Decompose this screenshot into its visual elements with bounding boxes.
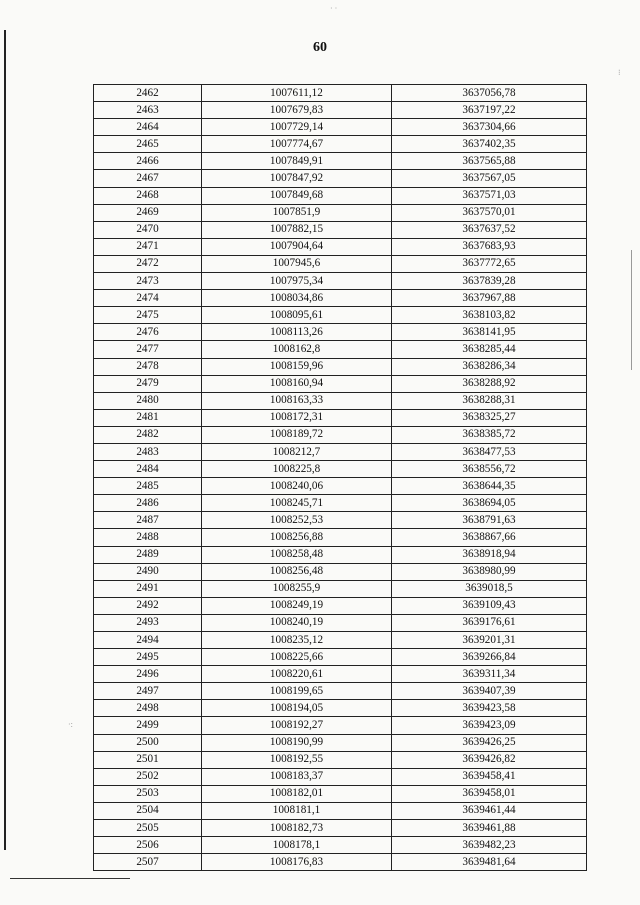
y-coordinate-cell: 3639109,43 [392,597,587,614]
x-coordinate-cell: 1008199,65 [202,683,392,700]
point-number-cell: 2505 [94,820,202,837]
x-coordinate-cell: 1008095,61 [202,307,392,324]
table-row [94,512,587,529]
y-coordinate-cell: 3638325,27 [392,409,587,426]
x-coordinate-cell: 1007882,15 [202,221,392,238]
x-coordinate-cell: 1007945,6 [202,255,392,272]
point-number-cell: 2483 [94,443,202,460]
scan-speck: ·: [68,720,73,729]
point-number-cell: 2501 [94,751,202,768]
y-coordinate-cell: 3638867,66 [392,529,587,546]
point-number-cell: 2491 [94,580,202,597]
point-number-cell: 2507 [94,854,202,871]
table-row [94,597,587,614]
x-coordinate-cell: 1008160,94 [202,375,392,392]
y-coordinate-cell: 3637772,65 [392,255,587,272]
x-coordinate-cell: 1008181,1 [202,802,392,819]
point-number-cell: 2466 [94,153,202,170]
x-coordinate-cell: 1008212,7 [202,443,392,460]
point-number-cell: 2499 [94,717,202,734]
x-coordinate-cell: 1008194,05 [202,700,392,717]
point-number-cell: 2478 [94,358,202,375]
table-row [94,614,587,631]
point-number-cell: 2464 [94,119,202,136]
table-row [94,136,587,153]
left-margin-rule [4,30,6,850]
y-coordinate-cell: 3639266,84 [392,649,587,666]
y-coordinate-cell: 3639482,23 [392,837,587,854]
table-row [94,409,587,426]
y-coordinate-cell: 3637637,52 [392,221,587,238]
y-coordinate-cell: 3637567,05 [392,170,587,187]
point-number-cell: 2490 [94,563,202,580]
table-row [94,341,587,358]
x-coordinate-cell: 1008235,12 [202,632,392,649]
x-coordinate-cell: 1008172,31 [202,409,392,426]
table-row [94,580,587,597]
table-row [94,854,587,871]
point-number-cell: 2479 [94,375,202,392]
y-coordinate-cell: 3638980,99 [392,563,587,580]
y-coordinate-cell: 3638285,44 [392,341,587,358]
point-number-cell: 2481 [94,409,202,426]
x-coordinate-cell: 1008225,8 [202,461,392,478]
y-coordinate-cell: 3639018,5 [392,580,587,597]
point-number-cell: 2498 [94,700,202,717]
scan-speck: · · [330,4,338,13]
y-coordinate-cell: 3639423,58 [392,700,587,717]
x-coordinate-cell: 1007851,9 [202,204,392,221]
y-coordinate-cell: 3637056,78 [392,85,587,102]
table-row [94,563,587,580]
x-coordinate-cell: 1008162,8 [202,341,392,358]
table-row [94,102,587,119]
y-coordinate-cell: 3637565,88 [392,153,587,170]
point-number-cell: 2463 [94,102,202,119]
point-number-cell: 2502 [94,768,202,785]
x-coordinate-cell: 1008220,61 [202,666,392,683]
point-number-cell: 2465 [94,136,202,153]
table-row [94,392,587,409]
table-row [94,683,587,700]
table-row [94,375,587,392]
table-row [94,700,587,717]
y-coordinate-cell: 3637571,03 [392,187,587,204]
point-number-cell: 2476 [94,324,202,341]
table-row [94,443,587,460]
x-coordinate-cell: 1008255,9 [202,580,392,597]
point-number-cell: 2488 [94,529,202,546]
x-coordinate-cell: 1008192,55 [202,751,392,768]
x-coordinate-cell: 1007774,67 [202,136,392,153]
y-coordinate-cell: 3639311,34 [392,666,587,683]
y-coordinate-cell: 3639461,88 [392,820,587,837]
x-coordinate-cell: 1008256,88 [202,529,392,546]
table-row [94,837,587,854]
point-number-cell: 2500 [94,734,202,751]
point-number-cell: 2493 [94,614,202,631]
x-coordinate-cell: 1007849,68 [202,187,392,204]
point-number-cell: 2492 [94,597,202,614]
x-coordinate-cell: 1008183,37 [202,768,392,785]
y-coordinate-cell: 3638385,72 [392,426,587,443]
x-coordinate-cell: 1008182,73 [202,820,392,837]
table-row [94,717,587,734]
table-row [94,187,587,204]
y-coordinate-cell: 3638288,31 [392,392,587,409]
x-coordinate-cell: 1008178,1 [202,837,392,854]
point-number-cell: 2506 [94,837,202,854]
table-row [94,221,587,238]
x-coordinate-cell: 1007611,12 [202,85,392,102]
point-number-cell: 2482 [94,426,202,443]
x-coordinate-cell: 1008240,06 [202,478,392,495]
table-row [94,820,587,837]
x-coordinate-cell: 1008176,83 [202,854,392,871]
y-coordinate-cell: 3638103,82 [392,307,587,324]
x-coordinate-cell: 1008182,01 [202,785,392,802]
y-coordinate-cell: 3639176,61 [392,614,587,631]
table-row [94,426,587,443]
table-row [94,273,587,290]
table-row [94,170,587,187]
table-row [94,255,587,272]
x-coordinate-cell: 1007849,91 [202,153,392,170]
table-row [94,461,587,478]
y-coordinate-cell: 3638141,95 [392,324,587,341]
point-number-cell: 2485 [94,478,202,495]
table-row [94,153,587,170]
point-number-cell: 2494 [94,632,202,649]
x-coordinate-cell: 1008240,19 [202,614,392,631]
y-coordinate-cell: 3638694,05 [392,495,587,512]
y-coordinate-cell: 3639461,44 [392,802,587,819]
point-number-cell: 2495 [94,649,202,666]
x-coordinate-cell: 1008163,33 [202,392,392,409]
table-row [94,529,587,546]
y-coordinate-cell: 3639458,01 [392,785,587,802]
point-number-cell: 2486 [94,495,202,512]
y-coordinate-cell: 3638791,63 [392,512,587,529]
table-row [94,495,587,512]
table-row [94,324,587,341]
x-coordinate-cell: 1008245,71 [202,495,392,512]
table-row [94,307,587,324]
point-number-cell: 2471 [94,238,202,255]
table-row [94,85,587,102]
table-row [94,358,587,375]
coordinates-table [93,84,587,871]
x-coordinate-cell: 1007904,64 [202,238,392,255]
x-coordinate-cell: 1008258,48 [202,546,392,563]
x-coordinate-cell: 1008190,99 [202,734,392,751]
y-coordinate-cell: 3638556,72 [392,461,587,478]
point-number-cell: 2480 [94,392,202,409]
y-coordinate-cell: 3639426,82 [392,751,587,768]
point-number-cell: 2474 [94,290,202,307]
table-row [94,119,587,136]
table-row [94,768,587,785]
y-coordinate-cell: 3638288,92 [392,375,587,392]
x-coordinate-cell: 1008256,48 [202,563,392,580]
point-number-cell: 2468 [94,187,202,204]
footnote-rule [10,878,130,879]
y-coordinate-cell: 3639481,64 [392,854,587,871]
table-row [94,734,587,751]
table-row [94,546,587,563]
y-coordinate-cell: 3637402,35 [392,136,587,153]
table-row [94,478,587,495]
point-number-cell: 2473 [94,273,202,290]
table-row [94,666,587,683]
x-coordinate-cell: 1008034,86 [202,290,392,307]
table-row [94,238,587,255]
point-number-cell: 2504 [94,802,202,819]
page-number: 60 [313,40,327,55]
x-coordinate-cell: 1008225,66 [202,649,392,666]
x-coordinate-cell: 1008249,19 [202,597,392,614]
y-coordinate-cell: 3637304,66 [392,119,587,136]
x-coordinate-cell: 1008159,96 [202,358,392,375]
point-number-cell: 2462 [94,85,202,102]
x-coordinate-cell: 1008189,72 [202,426,392,443]
point-number-cell: 2503 [94,785,202,802]
x-coordinate-cell: 1008252,53 [202,512,392,529]
table-row [94,290,587,307]
point-number-cell: 2469 [94,204,202,221]
table-row [94,751,587,768]
table-row [94,632,587,649]
x-coordinate-cell: 1008192,27 [202,717,392,734]
y-coordinate-cell: 3637197,22 [392,102,587,119]
y-coordinate-cell: 3637839,28 [392,273,587,290]
x-coordinate-cell: 1008113,26 [202,324,392,341]
table-row [94,785,587,802]
y-coordinate-cell: 3637967,88 [392,290,587,307]
point-number-cell: 2475 [94,307,202,324]
x-coordinate-cell: 1007975,34 [202,273,392,290]
y-coordinate-cell: 3638918,94 [392,546,587,563]
scan-speck: ⁝ [618,68,621,77]
right-margin-mark [631,250,632,370]
table-row [94,649,587,666]
table-row [94,204,587,221]
y-coordinate-cell: 3639201,31 [392,632,587,649]
point-number-cell: 2497 [94,683,202,700]
x-coordinate-cell: 1007847,92 [202,170,392,187]
y-coordinate-cell: 3638644,35 [392,478,587,495]
x-coordinate-cell: 1007679,83 [202,102,392,119]
coordinates-table-body [94,85,587,871]
point-number-cell: 2472 [94,255,202,272]
x-coordinate-cell: 1007729,14 [202,119,392,136]
y-coordinate-cell: 3638477,53 [392,443,587,460]
y-coordinate-cell: 3639426,25 [392,734,587,751]
y-coordinate-cell: 3638286,34 [392,358,587,375]
y-coordinate-cell: 3637570,01 [392,204,587,221]
point-number-cell: 2484 [94,461,202,478]
point-number-cell: 2470 [94,221,202,238]
point-number-cell: 2489 [94,546,202,563]
point-number-cell: 2487 [94,512,202,529]
point-number-cell: 2477 [94,341,202,358]
point-number-cell: 2496 [94,666,202,683]
table-row [94,802,587,819]
y-coordinate-cell: 3637683,93 [392,238,587,255]
point-number-cell: 2467 [94,170,202,187]
y-coordinate-cell: 3639458,41 [392,768,587,785]
y-coordinate-cell: 3639423,09 [392,717,587,734]
y-coordinate-cell: 3639407,39 [392,683,587,700]
